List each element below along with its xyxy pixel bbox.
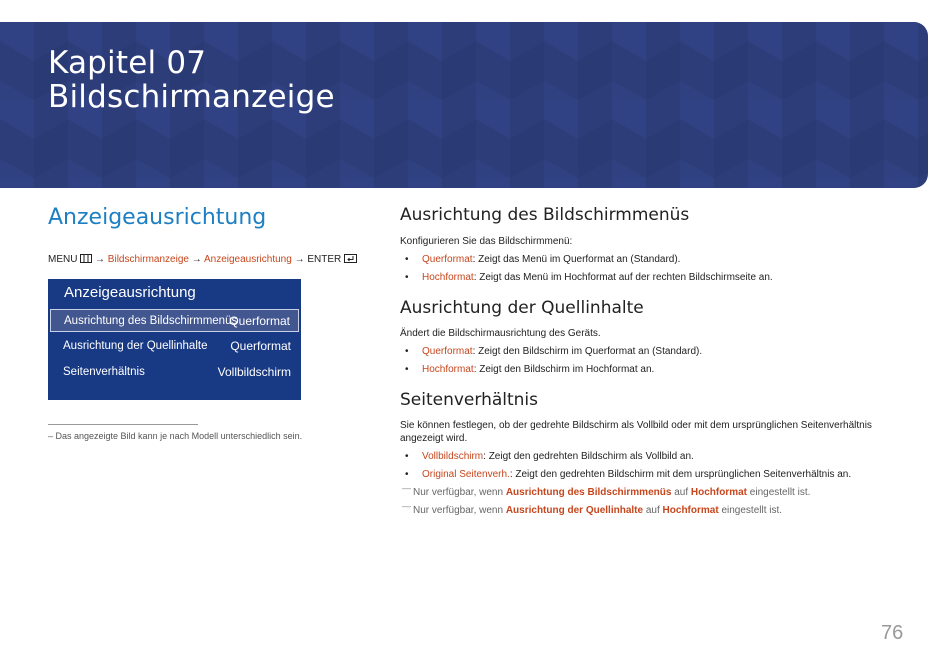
- osd-item-label: Ausrichtung des Bildschirmmenüs: [64, 315, 238, 327]
- note-text: auf: [671, 487, 691, 498]
- footnote-divider: [48, 424, 198, 425]
- list-item: [400, 345, 890, 358]
- note-text: auf: [643, 505, 663, 516]
- option-term: Vollbildschirm: [422, 451, 484, 462]
- paragraph: Sie können festlegen, ob der gedrehte Bildschirm als Vollbild oder mit dem ursprünglichen Seitenverhältnis angezeigt wird.: [400, 420, 872, 444]
- osd-item-aspect-ratio[interactable]: [50, 361, 299, 384]
- note-term: Ausrichtung der Quellinhalte: [505, 505, 644, 516]
- heading-source-orientation: Ausrichtung der Quellinhalte: [400, 298, 644, 318]
- osd-item-value: Vollbildschirm: [217, 365, 291, 379]
- menu-path: [48, 254, 357, 266]
- path-arrow: →: [191, 254, 202, 265]
- section-title: Anzeigeausrichtung: [48, 205, 267, 230]
- list-item: [400, 271, 890, 284]
- option-term: Querformat: [422, 346, 473, 357]
- note-text: eingestellt ist.: [718, 505, 783, 516]
- osd-item-menu-orientation[interactable]: [50, 309, 299, 332]
- path-step-bildschirmanzeige: Bildschirmanzeige: [107, 254, 189, 265]
- enter-label: ENTER: [307, 254, 342, 265]
- list-item: [400, 363, 890, 376]
- option-term: Hochformat: [422, 272, 474, 283]
- chapter-number: Kapitel 07: [48, 45, 207, 81]
- right-column: [400, 205, 890, 517]
- option-list: [400, 253, 890, 284]
- path-arrow: →: [294, 254, 305, 265]
- osd-title: Anzeigeausrichtung: [64, 284, 196, 301]
- option-text: : Zeigt den gedrehten Bildschirm mit dem ursprünglichen Seitenverhältnis an.: [509, 469, 852, 480]
- page-number: 76: [881, 622, 904, 644]
- footnote: – Das angezeigte Bild kann je nach Modell unterschiedlich sein.: [48, 431, 303, 441]
- note-term: Ausrichtung des Bildschirmmenüs: [505, 487, 672, 498]
- osd-menu-panel: [48, 279, 301, 400]
- list-item: [400, 450, 890, 463]
- path-arrow: →: [95, 254, 106, 265]
- osd-item-value: Querformat: [230, 339, 291, 353]
- osd-item-label: Ausrichtung der Quellinhalte: [63, 340, 208, 352]
- option-text: : Zeigt den gedrehten Bildschirm als Vollbild an.: [483, 451, 694, 462]
- option-term: Querformat: [422, 254, 473, 265]
- option-text: : Zeigt das Menü im Hochformat auf der rechten Bildschirmseite an.: [473, 272, 773, 283]
- note-text: eingestellt ist.: [747, 487, 811, 498]
- note-text: Nur verfügbar, wenn: [413, 487, 506, 498]
- heading-menu-orientation: Ausrichtung des Bildschirmmenüs: [400, 205, 690, 225]
- menu-label: MENU: [48, 254, 78, 265]
- option-list: [400, 345, 890, 376]
- option-list: [400, 450, 890, 481]
- option-text: : Zeigt den Bildschirm im Querformat an (Standard).: [472, 346, 703, 357]
- note-term: Hochformat: [690, 487, 748, 498]
- osd-item-value: Querformat: [229, 314, 290, 328]
- paragraph: Konfigurieren Sie das Bildschirmmenü:: [400, 236, 573, 247]
- enter-icon: [344, 254, 357, 266]
- list-item: [400, 468, 890, 481]
- chapter-heading: [48, 46, 335, 114]
- availability-note: [400, 486, 890, 499]
- list-item: [400, 253, 890, 266]
- osd-item-label: Seitenverhältnis: [63, 366, 145, 378]
- availability-note: [400, 504, 890, 517]
- note-term: Hochformat: [662, 505, 719, 516]
- osd-item-source-orientation[interactable]: [50, 335, 299, 358]
- chapter-banner: [0, 22, 928, 188]
- option-text: : Zeigt den Bildschirm im Hochformat an.: [473, 364, 655, 375]
- option-text: : Zeigt das Menü im Querformat an (Standard).: [472, 254, 681, 265]
- menu-grid-icon: [80, 254, 92, 266]
- note-text: Nur verfügbar, wenn: [413, 505, 506, 516]
- option-term: Hochformat: [422, 364, 474, 375]
- option-term: Original Seitenverh.: [422, 469, 510, 480]
- chapter-title: Bildschirmanzeige: [48, 79, 335, 115]
- heading-aspect-ratio: Seitenverhältnis: [400, 390, 539, 410]
- paragraph: Ändert die Bildschirmausrichtung des Geräts.: [400, 328, 601, 339]
- path-step-anzeigeausrichtung: Anzeigeausrichtung: [203, 254, 292, 265]
